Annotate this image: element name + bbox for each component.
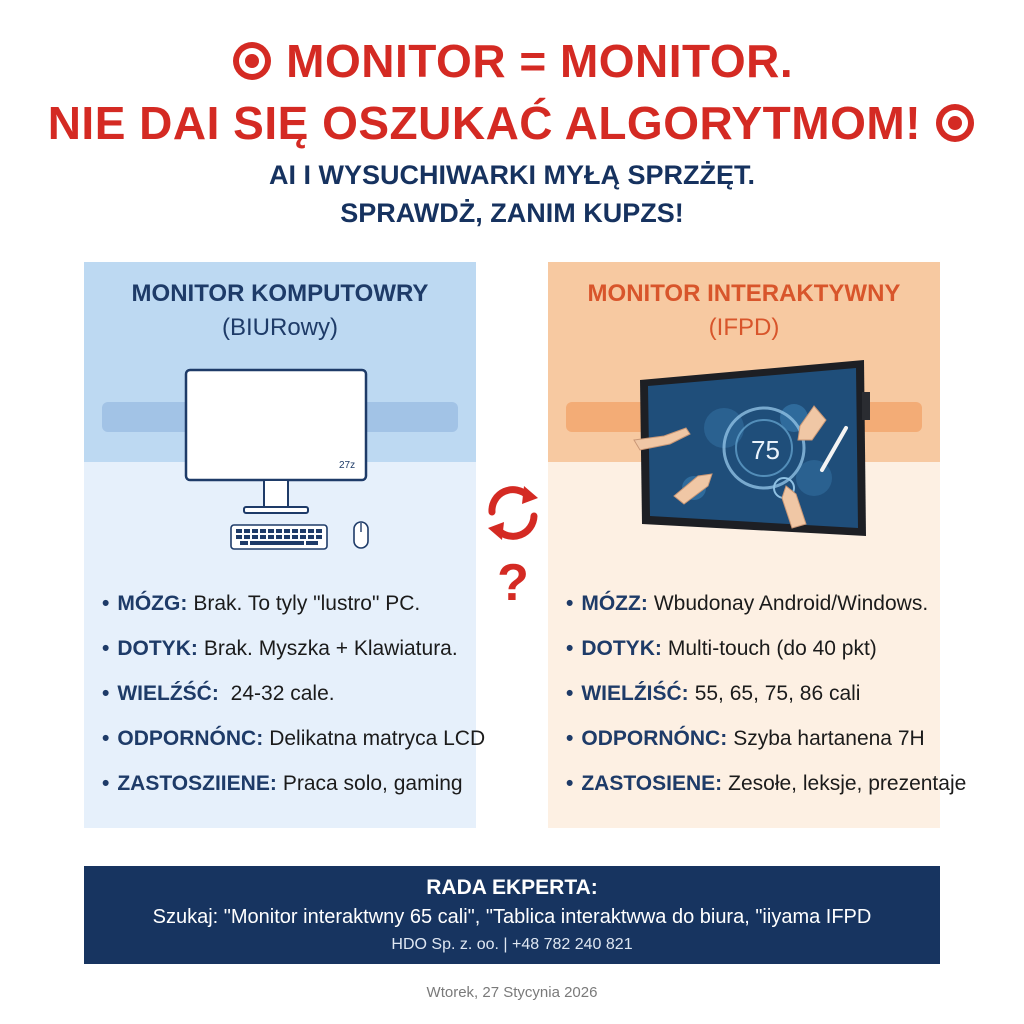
spec-list	[102, 592, 485, 817]
spec-value: Praca solo, gaming	[282, 772, 463, 795]
spec-value: Brak. To tyly "lustro" PC.	[193, 592, 421, 615]
spec-key: ODPORNÓNC:	[117, 727, 264, 750]
spec-item: • MÓZG: Brak. To tyly "lustro" PC.	[102, 592, 421, 615]
expert-tip-banner	[84, 866, 940, 964]
title-line-2	[0, 96, 1024, 150]
spec-key: WIELŹŚĆ:	[117, 682, 219, 705]
date-text: Wtorek, 27 Stycynia 2026	[426, 984, 598, 1001]
title-line-1-text: MONITOR = MONITOR.	[286, 35, 794, 87]
spec-key: WIELŹIŚĆ:	[581, 682, 689, 705]
comparison-divider	[478, 478, 548, 612]
expert-tip-heading: RADA EKPERTA:	[426, 876, 598, 899]
spec-key: ZASTOSIENE:	[581, 772, 723, 795]
computer-monitor-panel	[84, 262, 486, 828]
spec-value: Szyba hartanena 7H	[733, 727, 925, 750]
screen-number: 75	[751, 435, 780, 465]
spec-key: MÓZZ:	[581, 592, 648, 615]
refresh-icon	[478, 478, 548, 548]
spec-item: • ZASTOSZIIENE: Praca solo, gaming	[102, 772, 463, 795]
panel-title: MONITOR KOMPUTOWRY	[131, 280, 429, 307]
spec-item: • ODPORNÓNC: Szyba hartanena 7H	[566, 727, 925, 750]
spec-item: • WIELŹŚĆ: 24-32 cale.	[102, 682, 335, 705]
panel-subtitle: (BIURowy)	[221, 314, 338, 341]
title-line-1	[0, 34, 1024, 88]
spec-key: ODPORNÓNC:	[581, 727, 728, 750]
spec-item: • ODPORNÓNC: Delikatna matryca LCD	[102, 727, 486, 750]
keyboard-icon	[230, 524, 330, 552]
subtitle-line-2: SPRAWDŻ, ZANIM KUPZS!	[340, 198, 684, 228]
spec-key: DOTYK:	[117, 637, 198, 660]
panel-title: MONITOR INTERAKTYWNY	[587, 280, 901, 307]
spec-value: Multi-touch (do 40 pkt)	[667, 637, 877, 660]
title-line-2-text: NIE DAI SIĘ OSZUKAĆ ALGORYTMOM!	[47, 97, 922, 149]
interactive-display-illustration	[634, 358, 874, 548]
spec-item: • DOTYK: Brak. Myszka + Klawiatura.	[102, 637, 458, 660]
spec-value: Delikatna matryca LCD	[269, 727, 486, 750]
spec-value: Wbudonay Android/Windows.	[653, 592, 929, 615]
spec-value: Zesołe, leksje, prezentaje	[728, 772, 967, 795]
spec-key: ZASTOSZIIENE:	[117, 772, 277, 795]
spec-key: DOTYK:	[581, 637, 662, 660]
spec-value: 24-32 cale.	[224, 682, 335, 705]
spec-value: 55, 65, 75, 86 cali	[694, 682, 861, 705]
mouse-icon	[352, 520, 370, 550]
target-icon	[231, 40, 273, 82]
spec-item: • MÓZZ: Wbudonay Android/Windows.	[566, 592, 929, 615]
spec-item: • ZASTOSIENE: Zesołe, leksje, prezentaje	[566, 772, 967, 795]
contact-info: HDO Sp. z. oo. | +48 782 240 821	[391, 936, 633, 953]
question-mark: ?	[497, 554, 529, 612]
subtitle-line-1: AI I WYSUCHIWARKI MYŁĄ SPRZŻĘT.	[269, 160, 755, 190]
spec-key: MÓZG:	[117, 592, 188, 615]
target-icon	[934, 102, 976, 144]
spec-item: • WIELŹIŚĆ: 55, 65, 75, 86 cali	[566, 682, 861, 705]
interactive-monitor-panel	[548, 262, 967, 828]
spec-item: • DOTYK: Multi-touch (do 40 pkt)	[566, 637, 877, 660]
monitor-model-label: 27z	[339, 460, 356, 471]
search-tip-text: Szukaj: "Monitor interaktwny 65 cali", "Tablica interaktwwa do biura, "iiyama IFPD	[152, 906, 872, 928]
spec-value: Brak. Myszka + Klawiatura.	[203, 637, 458, 660]
spec-list	[566, 592, 966, 817]
panel-subtitle: (IFPD)	[708, 314, 780, 341]
